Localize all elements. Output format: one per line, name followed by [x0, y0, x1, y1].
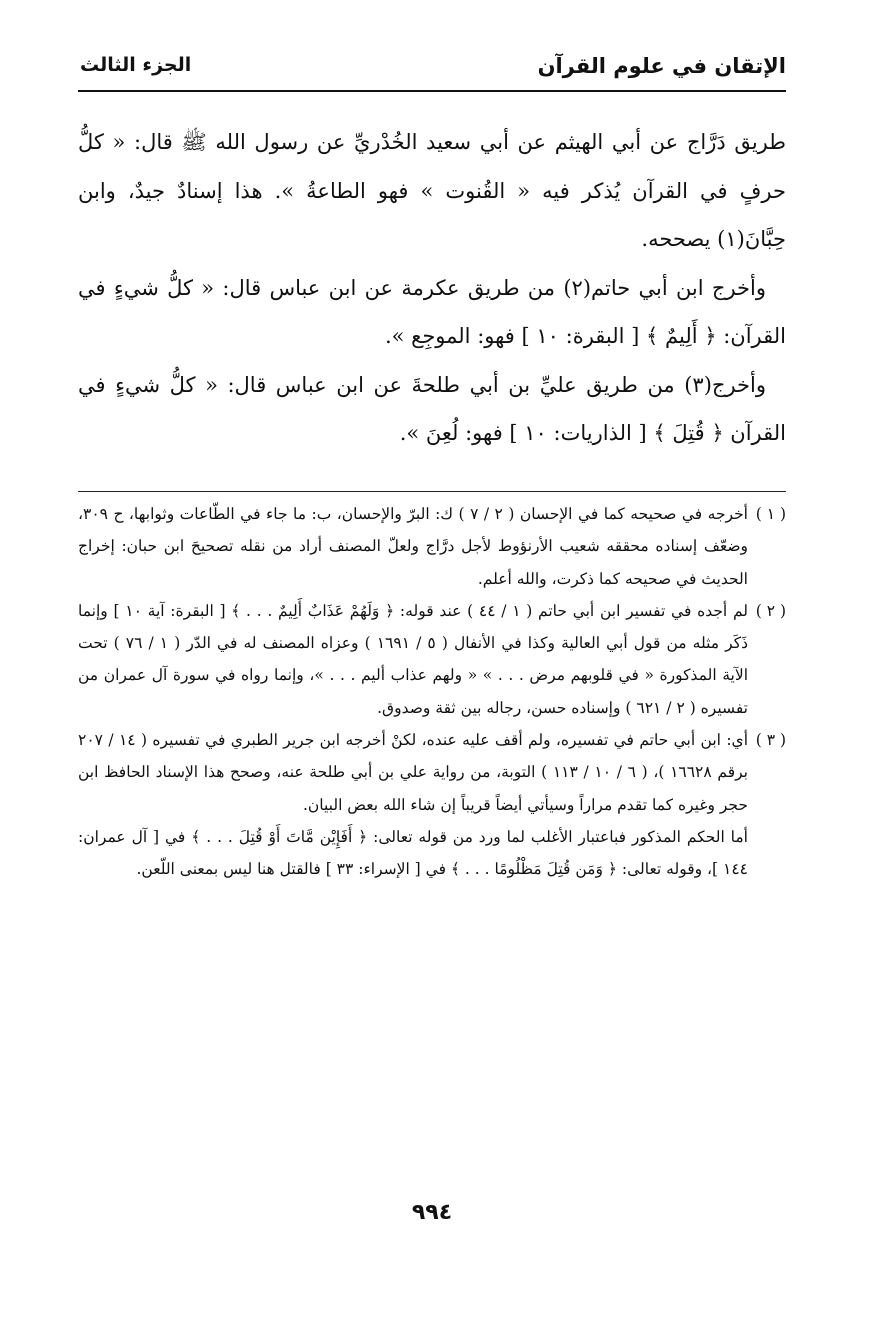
footnote	[78, 595, 786, 724]
page-number: ٩٩٤	[411, 1200, 453, 1225]
header-rule	[78, 90, 786, 92]
footnote-text: لم أجده في تفسير ابن أبي حاتم ( ١ / ٤٤ ) عند قوله: ﴿ وَلَهُمْ عَذَابٌ أَلِيمٌ . . . ﴾ [ البقرة: آية ١٠ ] وإنما ذَكَر مثله من قول أبي العالية وكذا في الأنفال ( ٥ / ١٦٩١ ) وعزاه المصنف له في الدّر ( ١ / ٧٦ ) تحت الآية المذكورة « في قلوبهم مرض . . . » « ولهم عذاب أليم . . . »، وإنما رواه في سورة آل عمران من تفسيره ( ٢ / ٦٢١ ) وإسناده حسن، رجاله بين ثقة وصدوق.	[78, 601, 749, 717]
page-header	[78, 50, 786, 90]
footnote-text: أما الحكم المذكور فباعتبار الأغلب لما ورد من قوله تعالى: ﴿ أَفَإِيْن مَّاتَ أَوْ قُتِلَ . . . ﴾ في [ آل عمران: ١٤٤ ]، وقوله تعالى: ﴿ وَمَن قُتِلَ مَظْلُومًا . . . ﴾ في [ الإسراء: ٣٣ ] فالقتل هنا ليس بمعنى اللّعن.	[78, 827, 748, 879]
footnote	[78, 724, 786, 885]
footnote-number: ( ١ )	[755, 505, 786, 523]
footnote-text: أخرجه في صحيحه كما في الإحسان ( ٢ / ٧ ) ك: البرّ والإحسان، ب: ما جاء في الطّاعات وثوابها، ح ٣٠٩، وضعّف إسناده محققه شعيب الأرنؤوط لأجل درَّاج ولعلّ المصنف أراد من نقله تصحيحَ ابن حبان: إخراج الحديث في صحيحه كما ذكرت، والله أعلم.	[78, 505, 748, 588]
footnote	[78, 498, 786, 595]
book-title: الإتقان في علوم القرآن	[537, 54, 786, 78]
volume-label: الجزء الثالث	[80, 54, 192, 76]
footnote-separator	[78, 491, 786, 492]
footnotes	[78, 498, 786, 886]
main-paragraph: وأخرج ابن أبي حاتم(٢) من طريق عكرمة عن ابن عباس قال: « كلُّ شيءٍ في القرآن: ﴿ أَلِيمٌ ﴾ [ البقرة: ١٠ ] فهو: الموجِع ».	[78, 275, 786, 348]
footnote-text: أي: ابن أبي حاتم في تفسيره، ولم أقف عليه عنده، لكنْ أخرجه ابن جرير الطبري في تفسيره ( ١٤ / ٢٠٧ برقم ١٦٦٢٨ )، ( ٦ / ١٠ / ١١٣ ) التوبة، من رواية علي بن أبي طلحة عنه، وصحح هذا الإسناد الحافظ ابن حجر وغيره كما تقدم مراراً وسيأتي أيضاً قريباً إن شاء الله بعض البيان.	[78, 731, 748, 814]
footnote-number: ( ٣ )	[755, 731, 786, 750]
footnote-number: ( ٢ )	[755, 601, 786, 620]
main-paragraph: طريق دَرَّاج عن أبي الهيثم عن أبي سعيد الخُدْريِّ عن رسول الله ﷺ قال: « كلُّ حرفٍ في القرآن يُذكر فيه « القُنوت » فهو الطاعةُ ». هذا إسنادٌ جيدٌ، وابن حِبَّانَ(١) يصححه.	[78, 130, 786, 251]
main-text	[78, 118, 786, 458]
main-paragraph: وأخرج(٣) من طريق عليِّ بن أبي طلحةَ عن ابن عباس قال: « كلُّ شيءٍ في القرآن ﴿ قُتِلَ ﴾ [ الذاريات: ١٠ ] فهو: لُعِنَ ».	[78, 372, 786, 445]
